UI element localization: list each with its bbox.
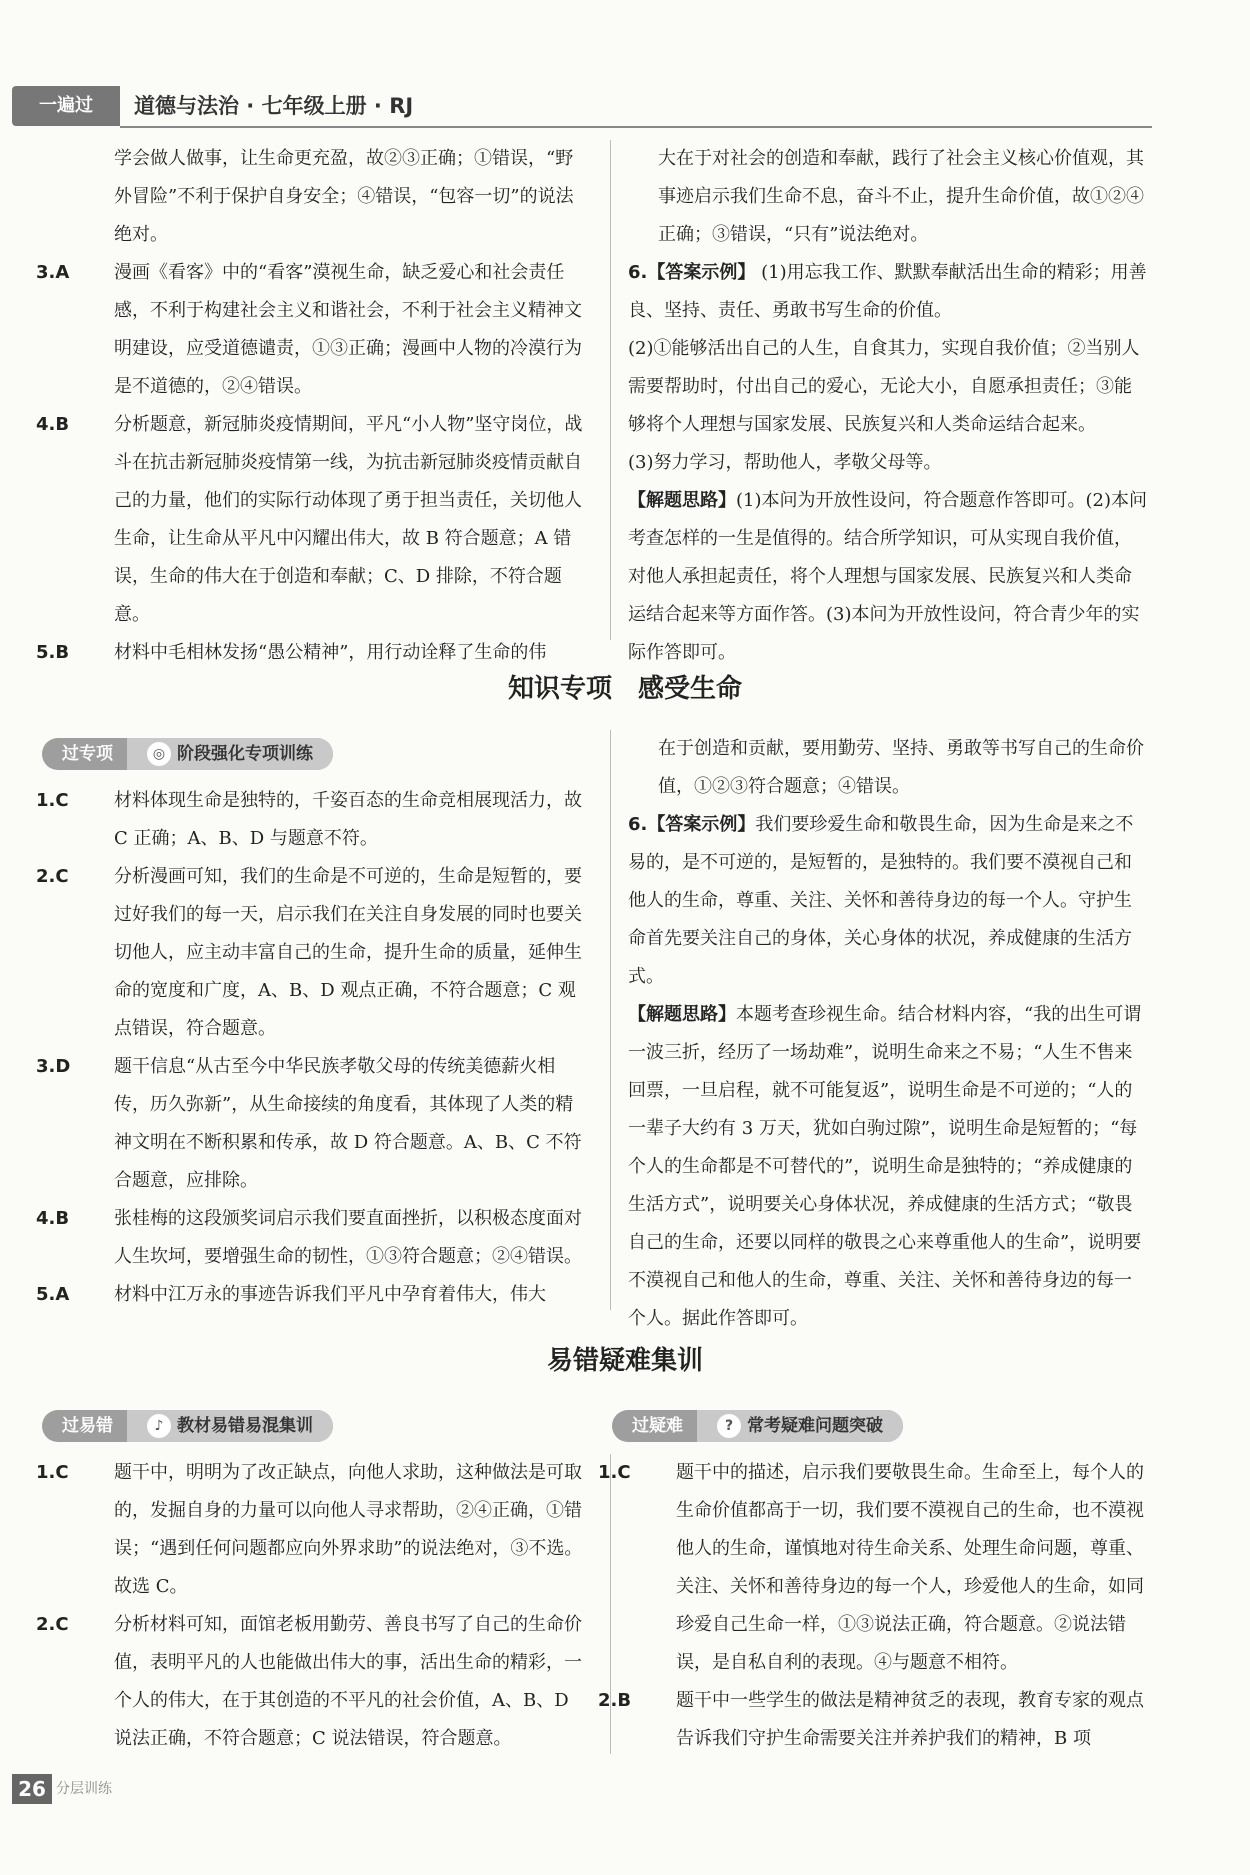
banner-subtitle: 教材易错易混集训 (177, 1416, 313, 1436)
answer-text: 材料体现生命是独特的，千姿百态的生命竞相展现活力，故 C 正确；A、B、D 与题意不符。 (114, 790, 582, 849)
answer-number: 5.A (36, 1284, 70, 1305)
answer-part-1: (1)用忘我工作、默默奉献活出生命的精彩；用善良、坚持、责任、勇敢书写生命的价值。 (628, 262, 1147, 321)
answer-item (36, 1200, 590, 1276)
answer-text: 分析漫画可知，我们的生命是不可逆的，生命是短暂的，要过好我们的每一天，启示我们在关注自身发展的同时也要关切他人，应主动丰富自己的生命，提升生命的质量，延伸生命的宽度和广度，A、B、D 观点正确，不符合题意；C 观点错误，符合题意。 (114, 866, 582, 1039)
answer-item (598, 1682, 1148, 1758)
continued-text: 学会做人做事，让生命更充盈，故②③正确；①错误，“野外冒险”不利于保护自身安全；④错误，“包容一切”的说法绝对。 (114, 148, 574, 245)
answer-text: 分析材料可知，面馆老板用勤劳、善良书写了自己的生命价值，表明平凡的人也能做出伟大的事，活出生命的精彩，一个人的伟大，在于其创造的不平凡的社会价值，A、B、D 说法正确，不符合题意；C 说法错误，符合题意。 (114, 1614, 582, 1749)
answer-number: 5.B (36, 642, 70, 663)
answer-text: 题干信息“从古至今中华民族孝敬父母的传统美德薪火相传，历久弥新”，从生命接续的角度看，其体现了人类的精神文明在不断积累和传承，故 D 符合题意。A、B、C 不符合题意，应排除。 (114, 1056, 582, 1191)
answer-item (36, 1454, 590, 1606)
answer-number: 2.C (36, 1614, 69, 1635)
banner-subtitle: 阶段强化专项训练 (177, 744, 313, 764)
answer-example-label: 【答案示例】 (647, 262, 756, 283)
page-number: 26 (12, 1774, 52, 1804)
top-right-column (628, 140, 1148, 672)
book-title: 道德与法治 · 七年级上册 · RJ (134, 94, 414, 118)
answer-item-6 (628, 254, 1148, 330)
answer-item (598, 1454, 1148, 1682)
page-header (12, 86, 1152, 126)
answer-example-label: 【答案示例】 (647, 814, 756, 835)
answer-number: 3.A (36, 262, 70, 283)
answer-number: 1.C (598, 1462, 631, 1483)
section-banner-left (42, 1410, 333, 1442)
answer-number: 6. (628, 814, 648, 835)
section-title: 知识专项 感受生命 (507, 674, 742, 704)
section1-left-column (36, 782, 590, 1314)
question-face-icon: ? (717, 1414, 741, 1438)
answer-text: 题干中，明明为了改正缺点，向他人求助，这种做法是可取的，发掘自身的力量可以向他人寻求帮助，②④正确，①错误；“遇到任何问题都应向外界求助”的说法绝对，③不选。故选 C。 (114, 1462, 583, 1597)
answer-text: 题干中一些学生的做法是精神贫乏的表现，教育专家的观点告诉我们守护生命需要关注并养护我们的精神，B 项 (676, 1690, 1144, 1749)
header-rule (120, 126, 1152, 128)
answer-text: 我们要珍爱生命和敬畏生命，因为生命是来之不易的，是不可逆的，是短暂的，是独特的。我们要不漠视自己和他人的生命，尊重、关注、关怀和善待身边的每一个人。守护生命首先要关注自己的身体，关心身体的状况，养成健康的生活方式。 (628, 814, 1134, 987)
banner-label: 过易错 (62, 1416, 113, 1436)
answer-number: 1.C (36, 790, 69, 811)
answer-part-3: (3)努力学习，帮助他人，孝敬父母等。 (628, 452, 942, 473)
banner-label: 过专项 (62, 744, 113, 764)
series-logo: 一遍过 (12, 86, 120, 126)
top-left-column (36, 140, 590, 672)
answer-item (36, 1048, 590, 1200)
solution-label: 【解题思路】 (628, 1004, 736, 1025)
solution-text: 本题考查珍视生命。结合材料内容，“我的出生可谓一波三折，经历了一场劫难”，说明生命来之不易；“人生不售来回票，一旦启程，就不可能复返”，说明生命是不可逆的；“人的一辈子大约有 3 万天，犹如白驹过隙”，说明生命是短暂的；“每个人的生命都是不可替代的”，说明生命是独特的；“养成健康的生活方式”，说明要关心身体状况，养成健康的生活方式；“敬畏自己的生命，还要以同样的敬畏之心来尊重他人的生命”，说明要不漠视自己和他人的生命，尊重、关注、关怀和善待身边的每一个人。据此作答即可。 (628, 1004, 1142, 1329)
answer-text: 材料中毛相林发扬“愚公精神”，用行动诠释了生命的伟 (114, 642, 547, 663)
answer-item (36, 406, 590, 634)
answer-text: 张桂梅的这段颁奖词启示我们要直面挫折，以积极态度面对人生坎坷，要增强生命的韧性，①③符合题意；②④错误。 (114, 1208, 582, 1267)
bell-icon: ♪ (147, 1414, 171, 1438)
banner-subtitle: 常考疑难问题突破 (747, 1416, 883, 1436)
answer-part-2: (2)①能够活出自己的人生，自食其力，实现自我价值；②当别人需要帮助时，付出自己的爱心，无论大小，自愿承担责任；③能够将个人理想与国家发展、民族复兴和人类命运结合起来。 (628, 338, 1140, 435)
answer-text: 材料中江万永的事迹告诉我们平凡中孕育着伟大，伟大 (114, 1284, 546, 1305)
column-divider (610, 730, 611, 1310)
answer-text: 漫画《看客》中的“看客”漠视生命，缺乏爱心和社会责任感，不利于构建社会主义和谐社会，不利于社会主义精神文明建设，应受道德谴责，①③正确；漫画中人物的冷漠行为是不道德的，②④错误。 (114, 262, 582, 397)
column-divider (610, 140, 611, 640)
section2-right-column (598, 1454, 1148, 1758)
target-icon: ◎ (147, 742, 171, 766)
section-banner (42, 738, 333, 770)
banner-label: 过疑难 (632, 1416, 683, 1436)
answer-number: 4.B (36, 1208, 70, 1229)
answer-number: 1.C (36, 1462, 69, 1483)
answer-number: 2.C (36, 866, 69, 887)
answer-item (36, 1276, 590, 1314)
solution-text: (1)本问为开放性设问，符合题意作答即可。(2)本问考查怎样的一生是值得的。结合所学知识，可从实现自我价值，对他人承担起责任，将个人理想与国家发展、民族复兴和人类命运结合起来等方面作答。(3)本问为开放性设问，符合青少年的实际作答即可。 (628, 490, 1147, 663)
answer-item (36, 254, 590, 406)
answer-number: 3.D (36, 1056, 71, 1077)
section1-right-column (628, 730, 1148, 1338)
section-banner-right (612, 1410, 903, 1442)
answer-number: 2.B (598, 1690, 632, 1711)
answer-item (36, 1606, 590, 1758)
continued-text: 大在于对社会的创造和奉献，践行了社会主义核心价值观，其事迹启示我们生命不息，奋斗不止，提升生命价值，故①②④正确；③错误，“只有”说法绝对。 (658, 148, 1144, 245)
answer-number: 4.B (36, 414, 70, 435)
section-title: 易错疑难集训 (546, 1346, 703, 1376)
answer-item (36, 634, 590, 672)
answer-item (36, 858, 590, 1048)
solution-label: 【解题思路】 (628, 490, 736, 511)
section2-left-column (36, 1454, 590, 1758)
answer-text: 分析题意，新冠肺炎疫情期间，平凡“小人物”坚守岗位，战斗在抗击新冠肺炎疫情第一线，为抗击新冠肺炎疫情贡献自己的力量，他们的实际行动体现了勇于担当责任，关切他人生命，让生命从平凡中闪耀出伟大，故 B 符合题意；A 错误，生命的伟大在于创造和奉献；C、D 排除，不符合题意。 (114, 414, 583, 625)
footer-label: 分层训练 (56, 1781, 112, 1797)
answer-number: 6. (628, 262, 648, 283)
answer-text: 题干中的描述，启示我们要敬畏生命。生命至上，每个人的生命价值都高于一切，我们要不漠视自己的生命，也不漠视他人的生命，谨慎地对待生命关系、处理生命问题，尊重、关注、关怀和善待身边的每一个人，珍爱他人的生命，如同珍爱自己生命一样，①③说法正确，符合题意。②说法错误，是自私自利的表现。④与题意不相符。 (676, 1462, 1144, 1673)
answer-item (36, 782, 590, 858)
continued-text: 在于创造和贡献，要用勤劳、坚持、勇敢等书写自己的生命价值，①②③符合题意；④错误。 (658, 738, 1144, 797)
